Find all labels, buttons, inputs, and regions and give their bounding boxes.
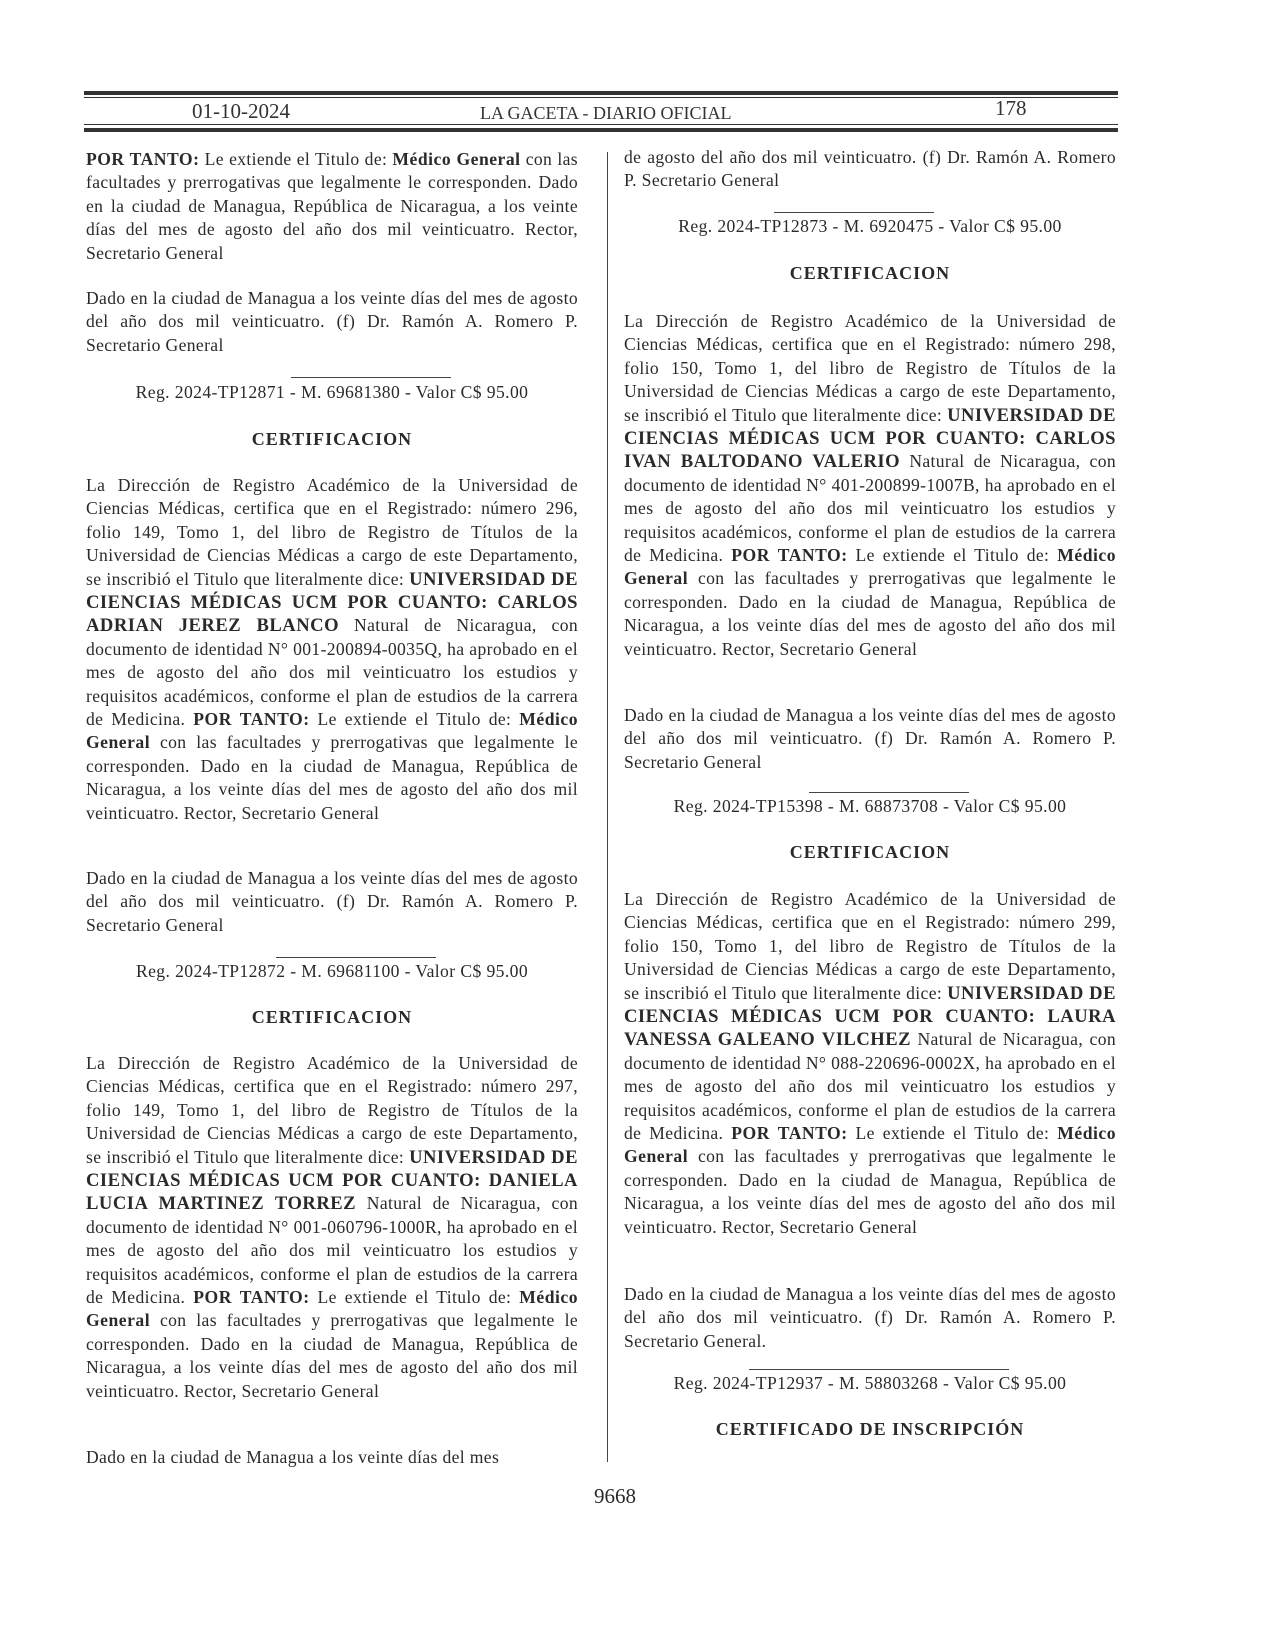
paragraph — [86, 867, 578, 937]
bold-text: POR TANTO: — [193, 1287, 310, 1308]
bold-text: UNIVERSIDAD DE CIENCIAS MÉDICAS UCM POR CUANTO: LAURA VANESSA GALEANO VILCHEZ — [624, 982, 1116, 1051]
bold-text: POR TANTO: — [731, 1123, 848, 1144]
bold-text: UNIVERSIDAD DE CIENCIAS MÉDICAS UCM POR CUANTO: DANIELA LUCIA MARTINEZ TORREZ — [86, 1146, 578, 1215]
header-rule-top — [84, 91, 1118, 95]
paragraph — [624, 310, 1116, 661]
text: Le extiende el Titulo de: — [309, 1287, 520, 1308]
paragraph — [86, 148, 578, 265]
registration-line: Reg. 2024-TP12871 - M. 69681380 - Valor C$ 95.00 — [135, 382, 529, 402]
text: Dado en la ciudad de Managua a los veinte días del mes de agosto del año dos mil veinticuatro. (f) Dr. Ramón A. Romero P. Secretario General — [86, 868, 578, 935]
registration-line: Reg. 2024-TP12872 - M. 69681100 - Valor C$ 95.00 — [135, 961, 529, 981]
separator-rule — [86, 957, 578, 958]
text: Le extiende el Titulo de: — [309, 709, 520, 730]
text: Dado en la ciudad de Managua a los veinte días del mes de agosto del año dos mil veinticuatro. (f) Dr. Ramón A. Romero P. Secretario General. — [624, 1284, 1116, 1351]
issue-number: 178 — [995, 96, 1027, 120]
separator-rule — [86, 377, 578, 378]
paragraph — [624, 888, 1116, 1239]
section-heading: CERTIFICADO DE INSCRIPCIÓN — [715, 1419, 1025, 1439]
text: con las facultades y prerrogativas que legalmente le corresponden. Dado en la ciudad de Managua, República de Nicaragua, a los veinte días del mes de agosto del año dos mil veinticuatro. Rector, Secretario General — [86, 149, 578, 263]
registration-line: Reg. 2024-TP12937 - M. 58803268 - Valor C$ 95.00 — [673, 1373, 1067, 1393]
text: Natural de Nicaragua, con documento de identidad N° 088-220696-0002X, ha aprobado en el mes de agosto del año dos mil veinticuatro los estudios y requisitos académicos, conforme el plan de estudios de la carrera de Medicina. — [624, 1029, 1117, 1144]
text: Dado en la ciudad de Managua a los veinte días del mes de agosto del año dos mil veinticuatro. (f) Dr. Ramón A. Romero P. Secretario General — [624, 705, 1116, 772]
publication-title: LA GACETA - DIARIO OFICIAL — [480, 103, 732, 123]
bold-text: POR TANTO: — [193, 709, 310, 730]
bold-text: Médico General — [624, 545, 1116, 589]
header-rule-bottom — [84, 128, 1118, 132]
text: de agosto del año dos mil veinticuatro. (f) Dr. Ramón A. Romero P. Secretario General — [624, 147, 1116, 191]
text: Dado en la ciudad de Managua a los veinte días del mes de agosto del año dos mil veinticuatro. (f) Dr. Ramón A. Romero P. Secretario General — [86, 288, 578, 355]
text: Le extiende el Titulo de: — [199, 149, 393, 169]
section-heading: CERTIFICACION — [251, 429, 413, 449]
text: con las facultades y prerrogativas que legalmente le corresponden. Dado en la ciudad de Managua, República de Nicaragua, a los veinte días del mes de agosto del año dos mil veinticuatro. Rector, Secretario General — [86, 1310, 578, 1401]
paragraph — [86, 1446, 578, 1469]
column-divider — [607, 152, 608, 1462]
page-number: 9668 — [594, 1484, 636, 1508]
text: Dado en la ciudad de Managua a los veinte días del mes — [86, 1447, 500, 1467]
bold-text: POR TANTO: — [86, 149, 200, 169]
separator-rule — [624, 792, 1116, 793]
separator-rule — [624, 212, 1116, 213]
bold-text: Médico General — [392, 149, 521, 169]
text: Natural de Nicaragua, con documento de identidad N° 001-200894-0035Q, ha aprobado en el mes de agosto del año dos mil veinticuatro los estudios y requisitos académicos, conforme el plan de estudios de la carrera de Medicina. — [86, 615, 579, 730]
text: con las facultades y prerrogativas que legalmente le corresponden. Dado en la ciudad de Managua, República de Nicaragua, a los veinte días del mes de agosto del año dos mil veinticuatro. Rector, Secretario General — [624, 1146, 1116, 1237]
section-heading: CERTIFICACION — [251, 1007, 413, 1027]
text: La Dirección de Registro Académico de la Universidad de Ciencias Médicas, certifica que en el Registrado: número 298, folio 150, Tomo 1, del libro de Registro de Títulos de la Universidad de Ciencias Médicas a cargo de este Departamento, se inscribió el Titulo que literalmente dice: — [624, 311, 1116, 425]
text: Natural de Nicaragua, con documento de identidad N° 001-060796-1000R, ha aprobado en el mes de agosto del año dos mil veinticuatro los estudios y requisitos académicos, conforme el plan de estudios de la carrera de Medicina. — [86, 1193, 578, 1308]
paragraph — [86, 287, 578, 357]
bold-text: POR TANTO: — [731, 545, 848, 566]
header-rule-bottom-thin — [84, 124, 1118, 125]
text: La Dirección de Registro Académico de la Universidad de Ciencias Médicas, certifica que en el Registrado: número 299, folio 150, Tomo 1, del libro de Registro de Títulos de la Universidad de Ciencias Médicas a cargo de este Departamento, se inscribió el Titulo que literalmente dice: — [624, 889, 1116, 1003]
header-rule-top-thin — [84, 97, 1118, 98]
bold-text: UNIVERSIDAD DE CIENCIAS MÉDICAS UCM POR CUANTO: CARLOS ADRIAN JEREZ BLANCO — [86, 568, 578, 637]
bold-text: Médico General — [86, 709, 578, 753]
text: La Dirección de Registro Académico de la Universidad de Ciencias Médicas, certifica que en el Registrado: número 297, folio 149, Tomo 1, del libro de Registro de Títulos de la Universidad de Ciencias Médicas a cargo de este Departamento, se inscribió el Titulo que literalmente dice: — [86, 1053, 578, 1167]
bold-text: Médico General — [86, 1287, 578, 1331]
bold-text: UNIVERSIDAD DE CIENCIAS MÉDICAS UCM POR CUANTO: CARLOS IVAN BALTODANO VALERIO — [624, 404, 1116, 473]
separator-rule — [624, 1369, 1116, 1370]
section-heading: CERTIFICACION — [789, 842, 951, 862]
text: con las facultades y prerrogativas que legalmente le corresponden. Dado en la ciudad de Managua, República de Nicaragua, a los veinte días del mes de agosto del año dos mil veinticuatro. Rector, Secretario General — [624, 568, 1116, 659]
registration-line: Reg. 2024-TP12873 - M. 6920475 - Valor C$ 95.00 — [678, 216, 1062, 236]
bold-text: Médico General — [624, 1123, 1116, 1167]
registration-line: Reg. 2024-TP15398 - M. 68873708 - Valor C$ 95.00 — [673, 796, 1067, 816]
text: La Dirección de Registro Académico de la Universidad de Ciencias Médicas, certifica que en el Registrado: número 296, folio 149, Tomo 1, del libro de Registro de Títulos de la Universidad de Ciencias Médicas a cargo de este Departamento, se inscribió el Titulo que literalmente dice: — [86, 475, 578, 589]
text: Natural de Nicaragua, con documento de identidad N° 401-200899-1007B, ha aprobado en el mes de agosto del año dos mil veinticuatro los estudios y requisitos académicos, conforme el plan de estudios de la carrera de Medicina. — [624, 451, 1116, 566]
section-heading: CERTIFICACION — [789, 263, 951, 283]
paragraph — [624, 1283, 1116, 1353]
paragraph — [624, 146, 1116, 193]
text: Le extiende el Titulo de: — [847, 545, 1058, 566]
paragraph — [86, 1052, 578, 1403]
paragraph — [86, 474, 578, 825]
text: Le extiende el Titulo de: — [847, 1123, 1058, 1144]
paragraph — [624, 704, 1116, 774]
text: con las facultades y prerrogativas que legalmente le corresponden. Dado en la ciudad de Managua, República de Nicaragua, a los veinte días del mes de agosto del año dos mil veinticuatro. Rector, Secretario General — [86, 732, 578, 823]
issue-date: 01-10-2024 — [192, 99, 290, 123]
